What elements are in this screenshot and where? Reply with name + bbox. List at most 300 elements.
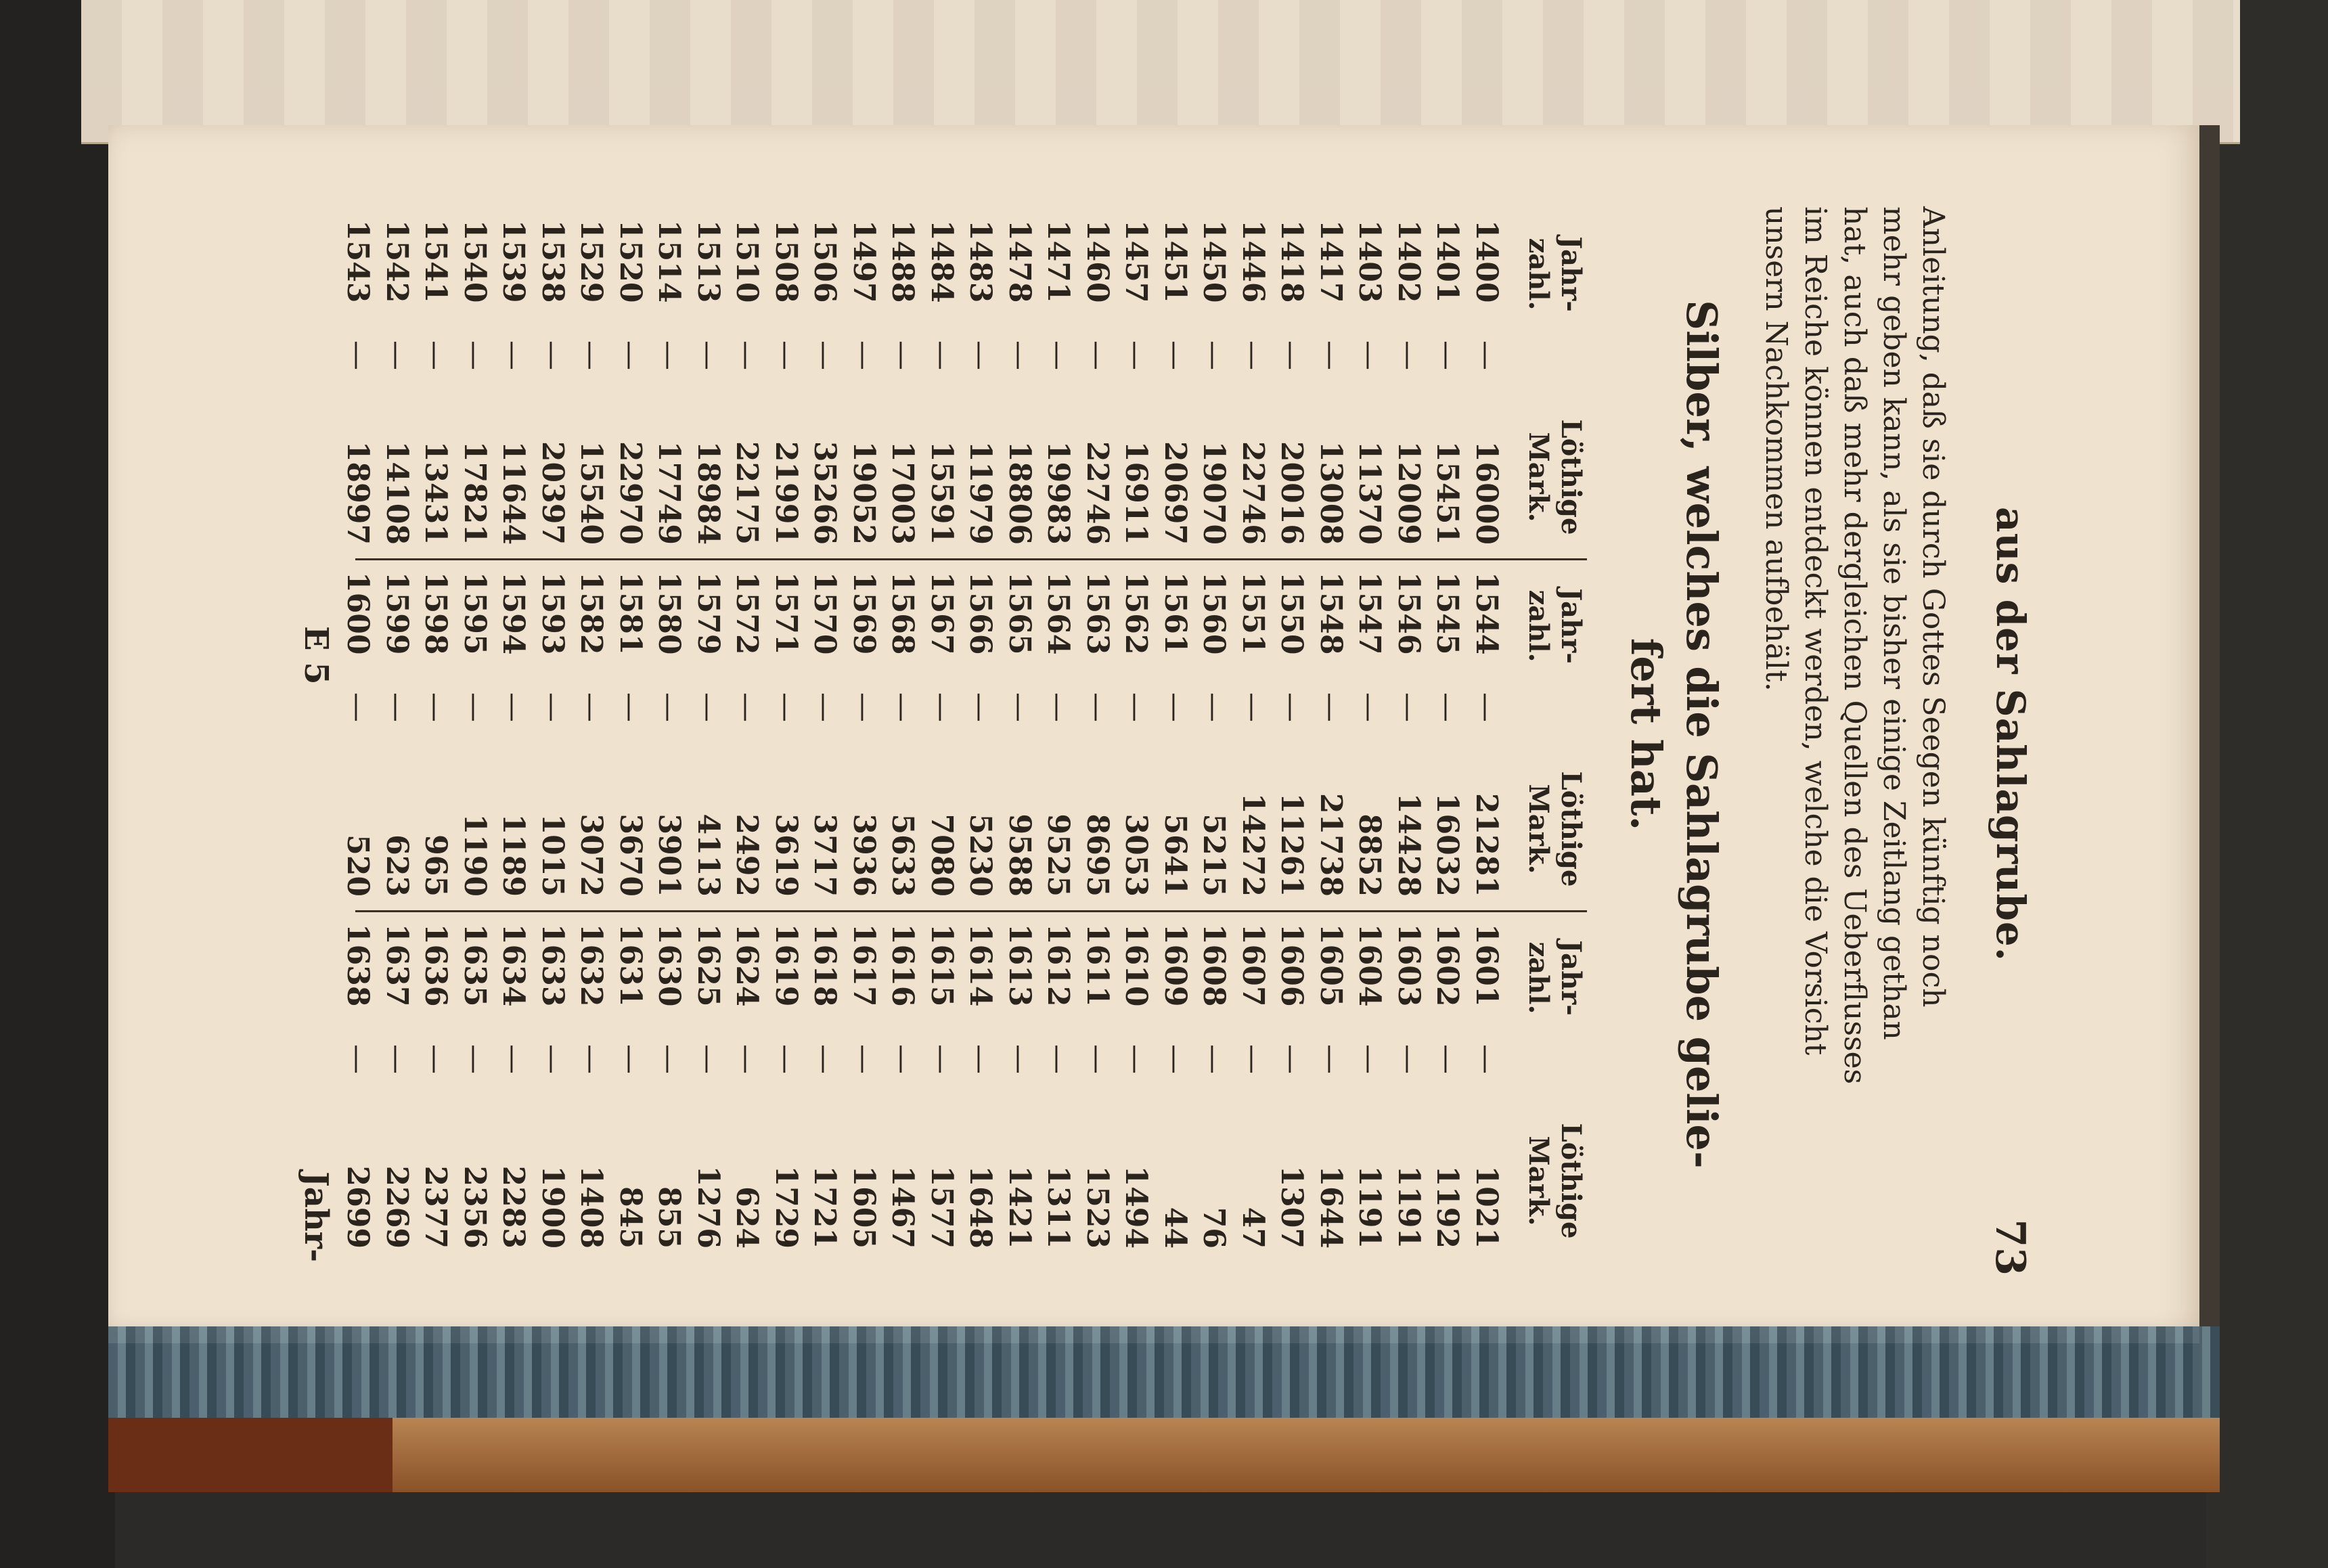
table-row xyxy=(572,206,611,558)
year-cell: 1478 xyxy=(1002,220,1037,303)
dash-cell: — xyxy=(1158,1044,1192,1074)
year-cell: 1615 xyxy=(924,924,959,1007)
mark-cell: 2492 xyxy=(730,813,765,897)
mark-cell: 9588 xyxy=(1002,813,1037,897)
year-cell: 1551 xyxy=(1236,572,1270,655)
header-mark: Löthige Mark. xyxy=(1523,771,1587,887)
table-row xyxy=(805,558,845,910)
table-row xyxy=(1350,910,1389,1262)
dash-cell: — xyxy=(1080,340,1115,370)
mark-cell: 16032 xyxy=(1430,792,1465,897)
table-row xyxy=(1194,558,1234,910)
table-column xyxy=(340,206,1587,560)
mark-cell: 845 xyxy=(613,1186,648,1249)
table-row xyxy=(533,206,573,558)
table-row xyxy=(533,910,573,1262)
intro-line: unsern Nachkommen aufbehält. xyxy=(1759,206,1793,692)
mark-cell: 35266 xyxy=(807,441,843,545)
dash-cell: — xyxy=(380,692,414,722)
header-year: Jahr- zahl. xyxy=(1523,236,1587,312)
mark-cell: 21991 xyxy=(769,441,803,545)
column-header xyxy=(1513,206,1587,558)
table-row xyxy=(728,558,767,910)
intro-line: mehr geben kann, als sie bisher einige Zeitlang gethan xyxy=(1877,206,1911,1040)
table-title-line: fert hat. xyxy=(1621,637,1671,831)
year-cell: 1460 xyxy=(1080,220,1115,303)
dash-cell: — xyxy=(340,692,376,722)
dash-cell: — xyxy=(1002,1044,1037,1074)
mark-cell: 16000 xyxy=(1469,441,1504,545)
dash-cell: — xyxy=(574,1044,609,1074)
year-cell: 1632 xyxy=(574,924,609,1007)
dash-cell: — xyxy=(380,1044,414,1074)
table-row xyxy=(494,910,533,1262)
mark-cell: 11979 xyxy=(963,441,998,545)
previous-page-edge xyxy=(81,0,2240,144)
mark-cell: 9525 xyxy=(1041,813,1076,897)
dash-cell: — xyxy=(613,340,648,370)
table-row xyxy=(1428,206,1467,558)
table-row xyxy=(455,910,495,1262)
year-cell: 1529 xyxy=(574,220,609,303)
table-row xyxy=(455,558,495,910)
year-cell: 1631 xyxy=(613,924,648,1007)
mark-cell: 8695 xyxy=(1080,813,1115,897)
dash-cell: — xyxy=(457,1044,492,1074)
mark-cell: 1467 xyxy=(885,1165,920,1249)
table-row xyxy=(1467,558,1506,910)
mark-cell: 15591 xyxy=(924,441,959,545)
year-cell: 1451 xyxy=(1158,220,1192,303)
mark-cell: 1015 xyxy=(535,813,570,897)
dash-cell: — xyxy=(652,340,687,370)
mark-cell: 1729 xyxy=(769,1165,803,1249)
background-left xyxy=(0,0,115,1568)
table-row xyxy=(1117,910,1156,1262)
mark-cell: 20016 xyxy=(1274,441,1310,545)
year-cell: 1581 xyxy=(613,572,648,655)
dash-cell: — xyxy=(1041,1044,1076,1074)
dash-cell: — xyxy=(1352,340,1387,370)
mark-cell: 1900 xyxy=(535,1165,570,1249)
mark-cell: 21281 xyxy=(1469,792,1504,897)
year-cell: 1546 xyxy=(1391,572,1426,655)
table-row xyxy=(961,558,1000,910)
year-cell: 1625 xyxy=(691,924,725,1007)
dash-cell: — xyxy=(340,1044,376,1074)
year-cell: 1604 xyxy=(1352,924,1387,1007)
book-cover-board xyxy=(108,1418,2220,1492)
year-cell: 1520 xyxy=(613,220,648,303)
table-row xyxy=(767,206,806,558)
year-cell: 1545 xyxy=(1430,572,1465,655)
year-cell: 1638 xyxy=(340,924,376,1007)
mark-cell: 1021 xyxy=(1469,1165,1504,1249)
mark-cell: 19983 xyxy=(1041,441,1076,545)
table-column xyxy=(340,910,1587,1262)
mark-cell: 2699 xyxy=(340,1165,376,1249)
mark-cell: 2356 xyxy=(457,1165,492,1249)
year-cell: 1610 xyxy=(1119,924,1154,1007)
table-row xyxy=(1428,558,1467,910)
table-row xyxy=(494,558,533,910)
year-cell: 1634 xyxy=(496,924,531,1007)
dash-cell: — xyxy=(769,1044,803,1074)
mark-cell: 11644 xyxy=(496,441,531,545)
dash-cell: — xyxy=(1080,1044,1115,1074)
mark-cell: 2377 xyxy=(418,1165,453,1249)
dash-cell: — xyxy=(1430,1044,1465,1074)
table-row xyxy=(883,206,922,558)
table-row xyxy=(611,206,650,558)
table-row xyxy=(1234,206,1273,558)
table-title xyxy=(1618,179,1729,1289)
table-row xyxy=(378,910,417,1262)
dash-cell: — xyxy=(963,340,998,370)
year-cell: 1417 xyxy=(1314,220,1348,303)
dash-cell: — xyxy=(769,692,803,722)
dash-cell: — xyxy=(1469,340,1504,370)
dash-cell: — xyxy=(924,1044,959,1074)
table-row xyxy=(1156,206,1195,558)
dash-cell: — xyxy=(340,340,376,370)
year-cell: 1513 xyxy=(691,220,725,303)
intro-line: hat, auch daß mehr dergleichen Quellen des Ueberflusses xyxy=(1837,206,1872,1085)
table-row xyxy=(689,910,728,1262)
year-cell: 1607 xyxy=(1236,924,1270,1007)
year-cell: 1637 xyxy=(380,924,414,1007)
year-cell: 1457 xyxy=(1119,220,1154,303)
dash-cell: — xyxy=(847,1044,881,1074)
page-header xyxy=(1966,179,2047,1289)
mark-cell: 19052 xyxy=(847,441,881,545)
table-row xyxy=(1000,206,1039,558)
table-row xyxy=(1078,910,1117,1262)
year-cell: 1594 xyxy=(496,572,531,655)
dash-cell: — xyxy=(574,692,609,722)
mark-cell: 3717 xyxy=(807,813,843,897)
table-row xyxy=(922,558,962,910)
year-cell: 1497 xyxy=(847,220,881,303)
year-cell: 1624 xyxy=(730,924,765,1007)
year-cell: 1618 xyxy=(807,924,843,1007)
mark-cell: 13008 xyxy=(1314,441,1348,545)
year-cell: 1598 xyxy=(418,572,453,655)
mark-cell: 15540 xyxy=(574,441,609,545)
table-row xyxy=(1272,558,1312,910)
mark-cell: 17749 xyxy=(652,441,687,545)
dash-cell: — xyxy=(613,692,648,722)
mark-cell: 22175 xyxy=(730,441,765,545)
dash-cell: — xyxy=(496,1044,531,1074)
mark-cell: 1311 xyxy=(1041,1165,1076,1249)
table-row xyxy=(650,558,689,910)
year-cell: 1510 xyxy=(730,220,765,303)
dash-cell: — xyxy=(613,1044,648,1074)
mark-cell: 22746 xyxy=(1236,441,1270,545)
dash-cell: — xyxy=(1002,340,1037,370)
year-cell: 1506 xyxy=(807,220,843,303)
table-row xyxy=(845,206,884,558)
year-cell: 1579 xyxy=(691,572,725,655)
mark-cell: 1191 xyxy=(1391,1165,1426,1249)
dash-cell: — xyxy=(1158,340,1192,370)
table-row xyxy=(1312,910,1351,1262)
dash-cell: — xyxy=(885,340,920,370)
year-cell: 1540 xyxy=(457,220,492,303)
column-header xyxy=(1513,558,1587,910)
dash-cell: — xyxy=(418,692,453,722)
mark-cell: 15451 xyxy=(1430,441,1465,545)
dash-cell: — xyxy=(1469,692,1504,722)
year-cell: 1570 xyxy=(807,572,843,655)
dash-cell: — xyxy=(496,340,531,370)
mark-cell: 4113 xyxy=(691,813,725,897)
dash-cell: — xyxy=(1314,340,1348,370)
table-row xyxy=(1194,910,1234,1262)
year-cell: 1484 xyxy=(924,220,959,303)
year-cell: 1547 xyxy=(1352,572,1387,655)
year-cell: 1571 xyxy=(769,572,803,655)
dash-cell: — xyxy=(1352,1044,1387,1074)
year-cell: 1595 xyxy=(457,572,492,655)
year-cell: 1539 xyxy=(496,220,531,303)
dash-cell: — xyxy=(847,340,881,370)
dash-cell: — xyxy=(1119,692,1154,722)
dash-cell: — xyxy=(1119,340,1154,370)
table-row xyxy=(845,910,884,1262)
dash-cell: — xyxy=(1119,1044,1154,1074)
table-row xyxy=(1156,910,1195,1262)
mark-cell: 1190 xyxy=(457,813,492,897)
mark-cell: 1644 xyxy=(1314,1165,1348,1249)
mark-cell: 624 xyxy=(730,1186,765,1249)
mark-cell: 21738 xyxy=(1314,792,1348,897)
dash-cell: — xyxy=(652,692,687,722)
mark-cell: 1605 xyxy=(847,1165,881,1249)
year-cell: 1564 xyxy=(1041,572,1076,655)
dash-cell: — xyxy=(1391,340,1426,370)
table-row xyxy=(416,206,455,558)
dash-cell: — xyxy=(1391,1044,1426,1074)
table-row xyxy=(650,910,689,1262)
dash-cell: — xyxy=(807,340,843,370)
dash-cell: — xyxy=(1041,692,1076,722)
year-cell: 1401 xyxy=(1430,220,1465,303)
dash-cell: — xyxy=(730,692,765,722)
dash-cell: — xyxy=(924,340,959,370)
mark-cell: 17821 xyxy=(457,441,492,545)
mark-cell: 1307 xyxy=(1274,1165,1310,1249)
previous-page-shading xyxy=(81,0,2240,142)
year-cell: 1562 xyxy=(1119,572,1154,655)
year-cell: 1569 xyxy=(847,572,881,655)
mark-cell: 12009 xyxy=(1391,441,1426,545)
table-row xyxy=(883,558,922,910)
dash-cell: — xyxy=(1469,1044,1504,1074)
table-rows xyxy=(338,558,1506,910)
dash-cell: — xyxy=(1196,1044,1232,1074)
dash-cell: — xyxy=(1236,340,1270,370)
year-cell: 1514 xyxy=(652,220,687,303)
table-row xyxy=(922,910,962,1262)
mark-cell: 11261 xyxy=(1274,792,1310,897)
year-cell: 1606 xyxy=(1274,924,1310,1007)
year-cell: 1600 xyxy=(340,572,376,655)
intro-line: im Reiche können entdeckt werden, welche die Vorsicht xyxy=(1798,206,1833,1056)
table-title-line: Silber, welches die Sahlagrube gelie- xyxy=(1677,300,1726,1169)
mark-cell: 3901 xyxy=(652,813,687,897)
dash-cell: — xyxy=(457,340,492,370)
dash-cell: — xyxy=(1236,692,1270,722)
mark-cell: 14108 xyxy=(380,441,414,545)
table-row xyxy=(689,558,728,910)
mark-cell: 76 xyxy=(1196,1207,1232,1249)
year-cell: 1605 xyxy=(1314,924,1348,1007)
dash-cell: — xyxy=(847,692,881,722)
dash-cell: — xyxy=(418,1044,453,1074)
year-cell: 1603 xyxy=(1391,924,1426,1007)
year-cell: 1613 xyxy=(1002,924,1037,1007)
dash-cell: — xyxy=(380,340,414,370)
header-mark: Löthige Mark. xyxy=(1523,419,1587,535)
table-rows xyxy=(338,206,1506,558)
table-row xyxy=(1389,910,1429,1262)
mark-cell: 14272 xyxy=(1236,792,1270,897)
year-cell: 1599 xyxy=(380,572,414,655)
year-cell: 1582 xyxy=(574,572,609,655)
table-row xyxy=(1039,910,1078,1262)
year-cell: 1567 xyxy=(924,572,959,655)
dash-cell: — xyxy=(1196,340,1232,370)
mark-cell: 3619 xyxy=(769,813,803,897)
table-row xyxy=(338,558,378,910)
year-cell: 1418 xyxy=(1274,220,1310,303)
year-cell: 1619 xyxy=(769,924,803,1007)
year-cell: 1560 xyxy=(1196,572,1232,655)
mark-cell: 18806 xyxy=(1002,441,1037,545)
table-row xyxy=(378,206,417,558)
table-row xyxy=(1000,910,1039,1262)
table-row xyxy=(1428,910,1467,1262)
year-cell: 1601 xyxy=(1469,924,1504,1007)
year-cell: 1543 xyxy=(340,220,376,303)
mark-cell: 17003 xyxy=(885,441,920,545)
year-cell: 1602 xyxy=(1430,924,1465,1007)
dash-cell: — xyxy=(535,692,570,722)
dash-cell: — xyxy=(1430,340,1465,370)
mark-cell: 5230 xyxy=(963,813,998,897)
dash-cell: — xyxy=(1080,692,1115,722)
background-right xyxy=(2206,0,2328,1568)
intro-line: Anleitung, daß sie durch Gottes Seegen künftig noch xyxy=(1916,206,1950,1008)
table-row xyxy=(1117,558,1156,910)
year-cell: 1608 xyxy=(1196,924,1232,1007)
table-row xyxy=(689,206,728,558)
dash-cell: — xyxy=(457,692,492,722)
year-cell: 1450 xyxy=(1196,220,1232,303)
mark-cell: 855 xyxy=(652,1186,687,1249)
mark-cell: 22970 xyxy=(613,441,648,545)
year-cell: 1541 xyxy=(418,220,453,303)
mark-cell: 1648 xyxy=(963,1165,998,1249)
year-cell: 1508 xyxy=(769,220,803,303)
mark-cell: 2269 xyxy=(380,1165,414,1249)
header-mark: Löthige Mark. xyxy=(1523,1123,1587,1239)
dash-cell: — xyxy=(1274,1044,1310,1074)
mark-cell: 1408 xyxy=(574,1165,609,1249)
table-row xyxy=(728,206,767,558)
year-cell: 1612 xyxy=(1041,924,1076,1007)
table-row xyxy=(416,558,455,910)
dash-cell: — xyxy=(691,340,725,370)
table-row xyxy=(1234,910,1273,1262)
table-rows xyxy=(338,910,1506,1262)
dash-cell: — xyxy=(1002,692,1037,722)
year-cell: 1635 xyxy=(457,924,492,1007)
mark-cell: 1192 xyxy=(1430,1165,1465,1249)
table-row xyxy=(767,558,806,910)
table-row xyxy=(611,558,650,910)
table-row xyxy=(1467,910,1506,1262)
mark-cell: 13431 xyxy=(418,441,453,545)
dash-cell: — xyxy=(885,692,920,722)
dash-cell: — xyxy=(807,1044,843,1074)
table-row xyxy=(728,910,767,1262)
dash-cell: — xyxy=(885,1044,920,1074)
year-cell: 1402 xyxy=(1391,220,1426,303)
dash-cell: — xyxy=(691,692,725,722)
table-row xyxy=(1389,558,1429,910)
year-cell: 1400 xyxy=(1469,220,1504,303)
page-spine-shadow xyxy=(2199,125,2220,1418)
year-cell: 1580 xyxy=(652,572,687,655)
table-row xyxy=(494,206,533,558)
year-cell: 1614 xyxy=(963,924,998,1007)
year-cell: 1403 xyxy=(1352,220,1387,303)
table-row xyxy=(805,206,845,558)
mark-cell: 1523 xyxy=(1080,1165,1115,1249)
year-cell: 1471 xyxy=(1041,220,1076,303)
year-cell: 1616 xyxy=(885,924,920,1007)
table-row xyxy=(845,558,884,910)
year-cell: 1572 xyxy=(730,572,765,655)
table-row xyxy=(1117,206,1156,558)
mark-cell: 14428 xyxy=(1391,792,1426,897)
table-row xyxy=(1000,558,1039,910)
mark-cell: 47 xyxy=(1236,1207,1270,1249)
table-row xyxy=(1272,206,1312,558)
year-cell: 1563 xyxy=(1080,572,1115,655)
printed-page-content xyxy=(261,179,2047,1289)
column-header xyxy=(1513,910,1587,1262)
mark-cell: 1494 xyxy=(1119,1165,1154,1249)
mark-cell: 1276 xyxy=(691,1165,725,1249)
dash-cell: — xyxy=(1314,1044,1348,1074)
dash-cell: — xyxy=(1352,692,1387,722)
mark-cell: 2283 xyxy=(496,1165,531,1249)
table-row xyxy=(1312,558,1351,910)
mark-cell: 1421 xyxy=(1002,1165,1037,1249)
year-cell: 1488 xyxy=(885,220,920,303)
table-row xyxy=(1078,558,1117,910)
mark-cell: 1191 xyxy=(1352,1165,1387,1249)
mark-cell: 7080 xyxy=(924,813,959,897)
year-cell: 1548 xyxy=(1314,572,1348,655)
mark-cell: 3936 xyxy=(847,813,881,897)
table-row xyxy=(1078,206,1117,558)
year-cell: 1633 xyxy=(535,924,570,1007)
